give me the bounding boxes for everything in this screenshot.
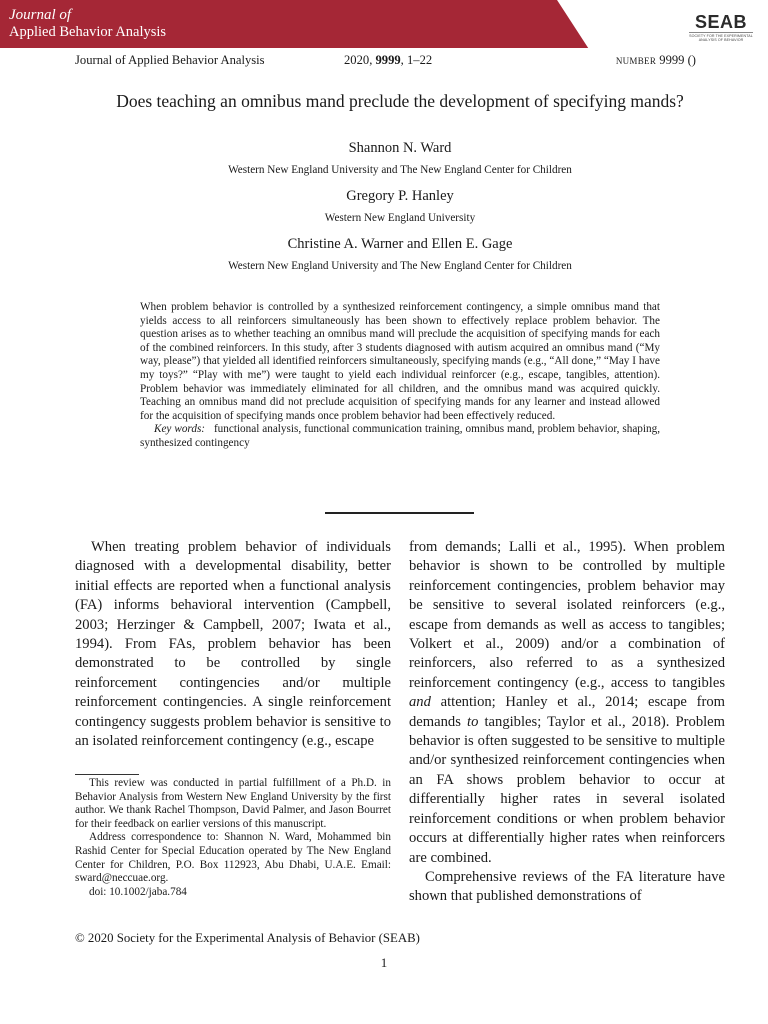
body-text: attention; Hanley et al., 2014; escape from demands xyxy=(409,694,725,730)
journal-logo-line1: Journal of xyxy=(9,7,72,23)
author-name: Christine A. Warner and Ellen E. Gage xyxy=(287,236,513,252)
body-text: from demands; Lalli et al., 1995). When problem behavior is shown to be controlled by multiple reinforcement contingencies, problem behavior may be sensitive to several isolated reinforcers (e.g., escape from demands as well as access to tangibles; Volkert et al., 2009) and/or a combination of reinforcers, also referred to as a synthesized reinforcement contingency (e.g., access to tangibles xyxy=(409,539,725,691)
article-title: Does teaching an omnibus mand preclude the development of specifying mands? xyxy=(116,91,684,111)
footnote-rule xyxy=(75,774,139,775)
body-paragraph: When treating problem behavior of individuals diagnosed with a developmental disability, better initial effects are reported when a functional analysis (FA) informs behavioral intervention (Campbell, 2003; Herzinger & Campbell, 2007; Iwata et al., 1994). From FAs, problem behavior has been demonstrated to be controlled by single reinforcement contingencies and/or multiple reinforcement contingencies. A single reinforcement contingency suggests problem behavior is sensitive to an isolated reinforcement contingency (e.g., escape xyxy=(75,539,391,750)
author-name: Shannon N. Ward xyxy=(348,140,452,156)
body-column-right xyxy=(409,538,725,907)
abstract-text: When problem behavior is controlled by a synthesized reinforcement contingency, a simple omnibus mand that yields access to all reinforcers simultaneously has been shown to effectively replace problem behavior. The question arises as to whether teaching an omnibus mand will preclude the acquisition of specifying mands for each of the combined reinforcers. In this study, after 3 students diagnosed with autism acquired an omnibus mand (“My way, please”) that yielded all identified reinforcers simultaneously, specifying mands (e.g., “All done,” “May I have my toys?” “Play with me”) were taught to yield each individual reinforcer (e.g., escape, tangibles, attention). Problem behavior was immediately eliminated for all children, and the omnibus mand was acquired quickly. Teaching an omnibus mand did not preclude acquisition of specifying mands for any learner and instead allowed for the acquisition of specifying mands once problem behavior had been effectively reduced. xyxy=(140,301,660,422)
author-affiliation: Western New England University xyxy=(324,212,476,224)
emphasis-to: to xyxy=(467,713,479,730)
abstract xyxy=(140,301,660,451)
journal-logo-line2: Applied Behavior Analysis xyxy=(9,24,167,40)
running-head-number-label: number xyxy=(615,53,657,67)
footnote-correspondence: Address correspondence to: Shannon N. Ward, Mohammed bin Rashid Center for Special Education operated by The New England Center for Children, P.O. Box 112923, Abu Dhabi, U.A.E. Email: sward@neccuae.org. xyxy=(75,831,391,885)
body-paragraph: Comprehensive reviews of the FA literature have shown that published demonstrations of xyxy=(409,868,725,905)
body-text: tangibles; Taylor et al., 2018). Problem behavior is often suggested to be sensitive to multiple and/or synthesized reinforcement contingencies when an FA shows problem behavior to occur at differentially higher rates in several isolated reinforcement conditions or when problem behavior occurs at differentially higher rates when reinforcers are combined. xyxy=(409,713,726,866)
page-number: 1 xyxy=(380,955,388,970)
emphasis-and: and xyxy=(409,694,431,711)
copyright-notice: © 2020 Society for the Experimental Analysis of Behavior (SEAB) xyxy=(75,931,420,945)
seab-logo-rule xyxy=(689,32,753,33)
running-head-volume: 9999 xyxy=(375,53,401,67)
journal-logo xyxy=(9,7,166,41)
author-affiliation: Western New England University and The New England Center for Children xyxy=(228,164,572,176)
section-divider xyxy=(325,512,474,514)
keywords-list: functional analysis, functional communication training, omnibus mand, problem behavior, shaping, synthesized contingency xyxy=(140,423,660,449)
footnotes xyxy=(75,777,391,899)
journal-header-band xyxy=(0,0,768,48)
running-head-number-value: 9999 () xyxy=(656,53,696,67)
seab-logo-subline2: ANALYSIS OF BEHAVIOR xyxy=(698,38,744,42)
footnote-doi: doi: 10.1002/jaba.784 xyxy=(89,885,187,898)
keywords-label: Key words: xyxy=(154,423,206,436)
footnote-acknowledgment: This review was conducted in partial fulfillment of a Ph.D. in Behavior Analysis from Western New England University by the first author. We thank Rachel Thompson, David Palmer, and Jason Bourret for their feedback on earlier versions of this manuscript. xyxy=(75,777,391,830)
seab-logo-word: SEAB xyxy=(694,12,747,32)
body-paragraph xyxy=(409,538,725,868)
running-head-year: 2020, xyxy=(344,53,376,67)
author-affiliation: Western New England University and The New England Center for Children xyxy=(228,260,572,272)
running-head-pages: , 1–22 xyxy=(400,53,433,67)
seab-logo-subline1: SOCIETY FOR THE EXPERIMENTAL xyxy=(689,34,753,38)
body-column-left xyxy=(75,538,391,751)
keywords xyxy=(140,423,660,450)
author-name: Gregory P. Hanley xyxy=(346,188,454,204)
running-head-journal: Journal of Applied Behavior Analysis xyxy=(75,53,265,67)
running-head-citation xyxy=(344,53,432,68)
seab-logo xyxy=(687,13,755,42)
running-head-number xyxy=(616,53,696,68)
